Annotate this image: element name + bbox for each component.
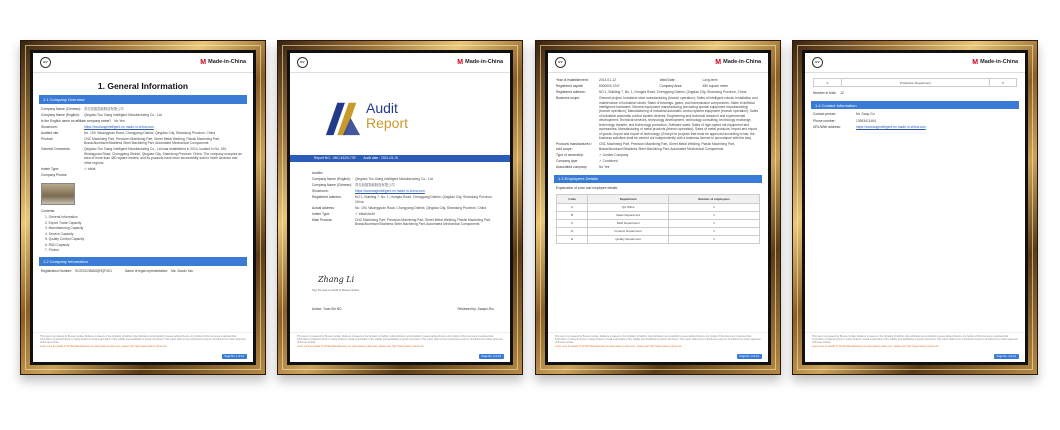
info-row xyxy=(556,84,760,88)
row-label: Name of legal representative: xyxy=(125,268,169,273)
contents-item: 5. Quality Control Capacity xyxy=(45,237,85,242)
overview-rows xyxy=(33,106,253,180)
info-row xyxy=(41,147,245,165)
certificate-frame-1 xyxy=(20,40,266,375)
audit-report-logo-icon xyxy=(324,98,362,138)
made-in-china-logo xyxy=(972,59,1018,66)
page-header xyxy=(548,53,768,73)
signature: Zhang Li xyxy=(318,275,355,284)
row-value: Qingdao Tuo Xiang Intelligent Manufacturing Co., Ltd. xyxy=(84,112,163,117)
row-label: General Comments: xyxy=(41,147,71,152)
row-label: Company Name (Chinese): xyxy=(41,106,81,111)
info-row xyxy=(312,171,494,175)
row-label: Phone number: xyxy=(813,118,836,123)
row-label: Main Product: xyxy=(312,217,333,222)
made-in-china-icon: M xyxy=(200,58,207,66)
page-number-badge: Page No. 2 of 13 xyxy=(479,354,504,359)
row-value: NO.1, Building 7, No. 1, Hongda Road, Chengyang District, Qingdao City, Shandong Province, China xyxy=(599,90,747,95)
info-row xyxy=(312,177,494,181)
row-label: Showroom: xyxy=(41,124,58,129)
table-cell: 1 xyxy=(668,211,759,219)
footer-link[interactable]: Learn more for details of Verified Manufacturers on www.made-in-china.com, please visit: http://www.made-in-china.com xyxy=(40,345,168,349)
report-page-3 xyxy=(548,53,768,362)
made-in-china-logo xyxy=(715,59,761,66)
row-label: Audited site: xyxy=(41,130,60,135)
reviewer-label: Reviewed by: xyxy=(457,307,477,311)
author-row xyxy=(312,307,494,311)
made-in-china-text: Made-in-China xyxy=(465,58,503,65)
page-footer xyxy=(33,332,253,362)
author-value: Yuan Shi NO xyxy=(323,307,342,311)
info-row xyxy=(41,269,245,273)
website-link[interactable]: https://tuoxiangintelligent.en.made-in-china.com xyxy=(856,124,926,129)
row-value: ✓ Initial xyxy=(84,166,96,171)
contents-item: 7. Photos xyxy=(45,247,59,252)
employee-table xyxy=(556,194,760,243)
row-label: Type of ownership: xyxy=(556,152,584,157)
report-number: Report NO. : MIC-43/20-739 xyxy=(314,156,356,161)
table-row xyxy=(557,227,760,235)
row-label: Indent Type: xyxy=(312,211,331,216)
table-cell: R&D Department xyxy=(588,219,669,227)
employee-table-continued xyxy=(813,78,1017,87)
row-value: Ms. Xiaolu Yan xyxy=(171,268,193,273)
row-value: Long-term xyxy=(702,78,718,82)
table-cell: B xyxy=(557,211,588,219)
info-row xyxy=(41,125,245,129)
row-value: 91370213MA3QHQF4X1 xyxy=(75,268,112,273)
contents-item: 4. Service Capacity xyxy=(45,231,74,236)
table-header: Department xyxy=(588,195,669,203)
reviewer-value: Jiaoqin Zhu xyxy=(477,307,494,311)
row-value: 13953411484 xyxy=(856,118,876,123)
table-cell: A xyxy=(557,203,588,211)
table-cell: 5 xyxy=(989,79,1016,87)
section-heading: 1.2 Company Information xyxy=(39,257,247,265)
made-in-china-logo xyxy=(457,59,503,66)
info-row xyxy=(312,183,494,187)
contents-label: Contents: xyxy=(41,208,56,213)
row-label: Business scope: xyxy=(556,96,581,101)
made-in-china-text: Made-in-China xyxy=(980,58,1018,65)
explanation-row xyxy=(548,185,768,191)
info-row xyxy=(556,165,760,169)
report-page-4 xyxy=(805,53,1025,362)
bureau-veritas-logo: BV xyxy=(812,57,823,68)
row-value: NO.1, Building 7, No. 1, Hongda Road, Chengyang District, Qingdao City, Shandong Province, China xyxy=(355,195,493,204)
row-label: Product: xyxy=(41,137,54,142)
row-label: Number in total : xyxy=(813,91,838,96)
row-label: Associated company: xyxy=(556,164,588,169)
row-value: No Yes xyxy=(114,118,125,123)
row-value: ✓ Limited Company xyxy=(599,152,629,157)
table-row xyxy=(557,211,760,219)
row-label: Auditor: xyxy=(312,171,324,175)
info-row xyxy=(312,212,494,216)
row-value: CNC Machining Part, Precision Machining Part, Sheet Metal Welding, Plastic Machining Part, Brass/Aluminum/Stainless Steel Machining Part, Automated Mechanical Components xyxy=(599,142,735,151)
audit-date: Audit date : 2021-03-19 xyxy=(363,156,398,161)
row-value: 12 xyxy=(840,91,844,96)
made-in-china-logo xyxy=(200,59,246,66)
total-row xyxy=(805,90,1025,98)
table-cell: E xyxy=(557,235,588,243)
certificate-frame-3 xyxy=(535,40,781,375)
row-value: Mr. Daqo Gu xyxy=(856,112,875,117)
certificate-frame-2 xyxy=(277,40,523,375)
row-label: Contact person: xyxy=(813,112,837,117)
author-label: Author: xyxy=(312,307,323,311)
row-label: Company Area: xyxy=(659,84,683,89)
table-cell: Finance Department xyxy=(588,227,669,235)
bureau-veritas-logo: BV xyxy=(40,57,51,68)
page-header xyxy=(33,53,253,73)
table-row xyxy=(557,219,760,227)
frame-mat xyxy=(802,50,1028,365)
footer-link[interactable]: Learn more for details of Verified Manufacturers on www.made-in-china.com, please visit: http://www.made-in-china.com xyxy=(555,345,683,349)
bureau-veritas-logo: BV xyxy=(297,57,308,68)
cover-title-audit: Audit xyxy=(366,100,398,116)
made-in-china-icon: M xyxy=(715,58,722,66)
info-row xyxy=(556,153,760,157)
row-value: ✓ Initial Audit xyxy=(355,211,375,216)
page-number-badge: Page No. 1 of 13 xyxy=(222,354,247,359)
table-cell: QA Office xyxy=(588,203,669,211)
disclaimer-text: This report is prepared by Bureau Veritas. Reliance is based on the limitation of liability, indemnification and jurisdiction issues defined therein. Any holder of this document is advised that information contained hereon is solely limited to visual examination of the validity and availability of goods mentioned. This report shall not be reproduced except in full without the written approval of Bureau Veritas. xyxy=(812,335,1018,345)
info-row xyxy=(41,113,245,117)
table-cell: Production Department xyxy=(842,79,989,87)
row-label: URL/Web address: xyxy=(813,124,841,129)
row-label: Actual address: xyxy=(312,205,335,210)
reviewer-field xyxy=(457,307,494,311)
table-cell: Quality Department xyxy=(588,235,669,243)
table-cell: Sales Department xyxy=(588,211,669,219)
row-label: Registered address: xyxy=(556,90,586,95)
row-value: General project: Industrial robot manufacturing (branch operation); Sales of intelligent robots; Installation and maintenance of industrial robots; Sales of bearings, gears, and transmission components; Sales of artificial intelligence hardware; General equipment manufacturing (excluding special equipment manufacturing) (branch operation); Manufacturing of industrial automatic control system equipment (branch operation); Sales of industrial automatic control system devices; Engineering and technical research and experimental development; Technical services, technology development, technology consulting, technology exchange, technology transfer, and technology promotion; Software sales; Sales of high-speed rail equipment and accessories; Manufacturing of metal products (branch operation); Sales of metal products; Import and export of goods; Import and export of technology. (Except for projects that must be approved according to law, the business activities shall be carried out independently with a business license in accordance with the law). xyxy=(599,96,759,141)
info-row xyxy=(556,78,760,82)
info-row xyxy=(813,112,1017,116)
row-value: Qingdao Tuo Xiang Intelligent Manufacturing Co., Ltd was established in 2014, located in No. 190, Wuangyuan Road, Chongyang District, Qingdao City, Shandong Province, China. The company occupies an area of more than 480 square meters, and its products have been successfully sold to North America and other regions. xyxy=(84,147,242,165)
row-value: No Yes xyxy=(599,164,610,169)
info-row xyxy=(813,125,1017,129)
showroom-link[interactable]: https://tuoxiangintelligent.en.made-in-china.com xyxy=(355,189,425,194)
registration-row xyxy=(33,268,253,276)
row-label: Indent Type: xyxy=(41,166,60,171)
cover-title-report: Report xyxy=(366,114,409,131)
page-header xyxy=(805,53,1025,73)
frame-mat xyxy=(545,50,771,365)
table-cell: 1 xyxy=(668,235,759,243)
info-row xyxy=(41,131,245,135)
row-value: 6000000 CNY xyxy=(599,84,620,89)
contents-item: 3. Manufacturing Capacity xyxy=(45,226,84,231)
section-heading: 1.4 Contact Information xyxy=(811,101,1019,109)
footer-link[interactable]: Learn more for details of Verified Manufacturers on www.made-in-china.com, please visit: http://www.made-in-china.com xyxy=(297,345,425,349)
contents-item: 6. R&D Capacity xyxy=(45,242,70,247)
bureau-veritas-logo: BV xyxy=(555,57,566,68)
table-row xyxy=(557,235,760,243)
table-cell: 1 xyxy=(668,203,759,211)
disclaimer-text: This report is prepared by Bureau Veritas. Reliance is based on the limitation of liability, indemnification and jurisdiction issues defined therein. Any holder of this document is advised that information contained hereon is solely limited to visual examination of the validity and availability of goods mentioned. This report shall not be reproduced except in full without the written approval of Bureau Veritas. xyxy=(297,335,503,345)
signature-note: Sign the seal on behalf of Bureau Veritas xyxy=(312,289,360,292)
page-footer xyxy=(548,332,768,362)
row-value: Qingdao Tuo Xiang Intelligent Manufacturing Co., Ltd. xyxy=(355,177,434,182)
info-row xyxy=(41,107,245,111)
report-number-bar xyxy=(290,155,510,162)
frame-mat xyxy=(30,50,256,365)
table-cell: D xyxy=(557,227,588,235)
disclaimer-text: This report is prepared by Bureau Veritas. Reliance is based on the limitation of liability, indemnification and jurisdiction issues defined therein. Any holder of this document is advised that information contained hereon is solely limited to visual examination of the validity and availability of goods mentioned. This report shall not be reproduced except in full without the written approval of Bureau Veritas. xyxy=(555,335,761,345)
table-cell: C xyxy=(557,219,588,227)
row-label: Company Name (English): xyxy=(41,112,80,117)
table-header-row xyxy=(557,195,760,203)
company-photo xyxy=(41,183,75,205)
info-row xyxy=(41,173,245,177)
disclaimer-text: This report is prepared by Bureau Veritas. Reliance is based on the limitation of liability, indemnification and jurisdiction issues defined therein. Any holder of this document is advised that information contained hereon is solely limited to visual examination of the validity and availability of goods mentioned. This report shall not be reproduced except in full without the written approval of Bureau Veritas. xyxy=(40,335,246,345)
cover-info-rows xyxy=(312,171,494,228)
row-value: No. 190, Wuangyuan Road, Chongyang District, Qingdao City, Shandong Province, China xyxy=(84,130,216,135)
page-title: 1. General Information xyxy=(97,81,189,91)
info-row xyxy=(556,90,760,94)
row-label: Company Photos: xyxy=(41,172,68,177)
page-header xyxy=(290,53,510,73)
page-footer xyxy=(805,332,1025,362)
row-label: Is the English name an affiliate company name? xyxy=(41,118,112,123)
row-value: 2014-01-12 xyxy=(599,78,616,82)
certificate-frame-4 xyxy=(792,40,1038,375)
contents-item: 2. Export Trade Capacity xyxy=(45,220,82,225)
report-page-1 xyxy=(33,53,253,362)
table-row xyxy=(557,203,760,211)
row-label: Valid Date: xyxy=(659,78,676,82)
row-label: Showroom: xyxy=(312,189,329,194)
row-value: 480 square meter xyxy=(702,84,729,89)
row-label: Products manufactured / sold scope: xyxy=(556,142,592,151)
page-number-badge: Page No. 4 of 13 xyxy=(994,354,1019,359)
table-header: Number of employees xyxy=(668,195,759,203)
cover-title xyxy=(366,101,408,130)
frame-mat xyxy=(287,50,513,365)
info-row xyxy=(556,159,760,163)
info-row xyxy=(312,218,494,227)
made-in-china-text: Made-in-China xyxy=(723,58,761,65)
showroom-link[interactable]: https://tuoxiangintelligent.en.made-in-china.com xyxy=(84,124,154,129)
info-row xyxy=(813,91,1017,95)
row-label: Company Name (English): xyxy=(312,177,351,182)
row-value: No. 190, Wuangyuan Road, Chongyang District, Qingdao City, Shandong Province, China xyxy=(355,205,487,210)
row-label: Year of establishment: xyxy=(556,78,589,82)
made-in-china-icon: M xyxy=(457,58,464,66)
info-row xyxy=(556,142,760,151)
row-value: 青岛拓翔智能制造有限公司 xyxy=(84,106,124,111)
contact-rows xyxy=(805,111,1025,131)
table-row xyxy=(814,79,1017,87)
info-row xyxy=(556,96,760,140)
row-label: Registration Number: xyxy=(41,268,73,273)
made-in-china-icon: M xyxy=(972,58,979,66)
info-row xyxy=(312,189,494,193)
row-value: ✓ Combined xyxy=(599,158,618,163)
info-row xyxy=(312,206,494,210)
table-cell: 1 xyxy=(668,227,759,235)
table-cell: F xyxy=(814,79,842,87)
report-page-2 xyxy=(290,53,510,362)
info-row xyxy=(813,119,1017,123)
table-cell: 1 xyxy=(668,219,759,227)
made-in-china-text: Made-in-China xyxy=(208,58,246,65)
section-heading: 1.3 Employees Details xyxy=(554,175,762,183)
info-row xyxy=(41,137,245,146)
contents-item: 1. General Information xyxy=(45,215,78,220)
table-explanation: Explanation of code and employee details: xyxy=(556,186,618,191)
row-value xyxy=(355,171,494,175)
page-number-badge: Page No. 3 of 13 xyxy=(737,354,762,359)
company-details-rows xyxy=(548,77,768,172)
row-label: Company Name (Chinese): xyxy=(312,183,352,188)
row-value: 青岛拓翔智能制造有限公司 xyxy=(355,183,395,188)
contents-list xyxy=(33,214,253,254)
table-header: Code xyxy=(557,195,588,203)
info-row xyxy=(312,195,494,204)
row-label: Registered capital: xyxy=(556,84,584,89)
section-heading: 1.1 Company Overview xyxy=(39,95,247,103)
row-value: CNC Machining Part, Precision Machining Part, Sheet Metal Welding, Plastic Machining Part, Brass/Aluminum/Stainless Steel Machining Part, Automated Mechanical Components xyxy=(355,217,491,227)
row-label: Company type: xyxy=(556,158,579,163)
page-footer xyxy=(290,332,510,362)
row-label: Registered address: xyxy=(312,195,342,200)
footer-link[interactable]: Learn more for details of Verified Manufacturers on www.made-in-china.com, please visit: http://www.made-in-china.com xyxy=(812,345,940,349)
row-value: CNC Machining Part, Precision Machining Part, Sheet Metal Welding, Plastic Machining Part, Brass/Aluminum/Stainless Steel Machining Part, Automated Mechanical Components xyxy=(84,137,220,146)
author-field xyxy=(312,307,342,311)
row-value xyxy=(84,173,245,177)
info-row xyxy=(41,119,245,123)
info-row xyxy=(41,167,245,171)
